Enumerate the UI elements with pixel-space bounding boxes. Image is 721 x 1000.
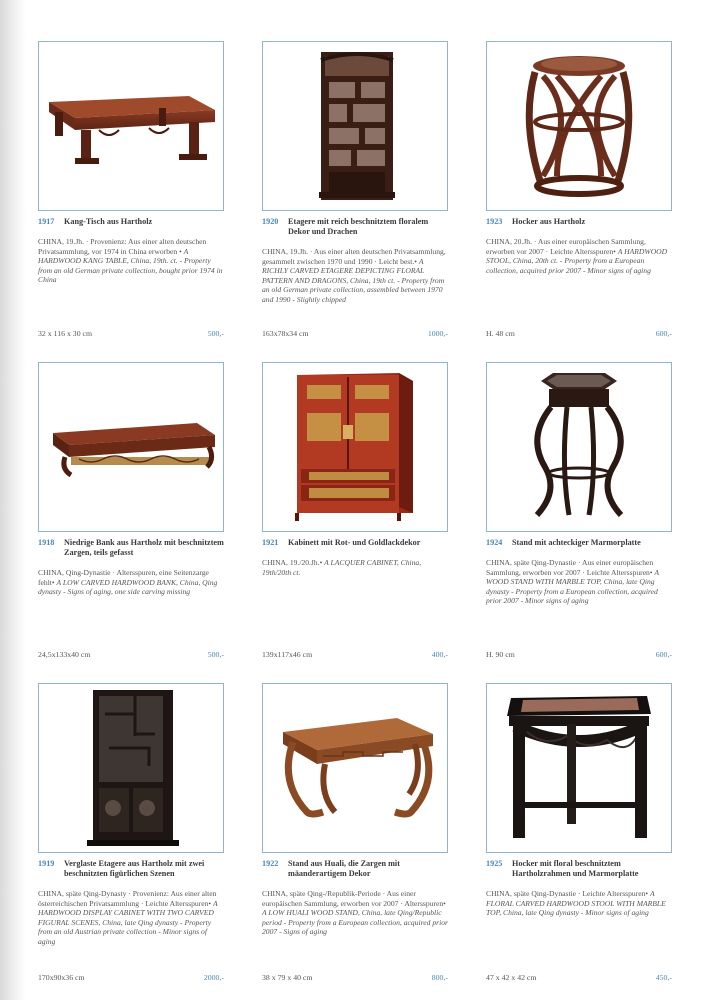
description-german: CHINA, späte Qing-Dynasty · Provenienz: Aus einer alten österreichischen Privatsammlung · Leichte Altersspuren• [38,889,217,908]
lot-price: 1000,- [427,329,448,338]
page-gutter-shadow [0,0,26,1000]
huali-stand-image [263,684,447,852]
lot-dimensions: 139x117x46 cm [262,650,313,659]
carved-etagere-image [263,42,447,210]
lot-dimensions: 163x78x34 cm [262,329,309,338]
lot-price: 600,- [655,650,672,659]
lot-dimensions: H. 48 cm [486,329,515,338]
lot-footer [38,329,224,338]
description-german: CHINA, Qing-Dynastie · Altersspuren, eine Seitenzarge fehlt• [38,568,209,587]
lot-card-1925 [486,683,672,982]
lot-card-1921 [262,362,448,659]
lot-image-frame [486,41,672,211]
lot-dimensions: 47 x 42 x 42 cm [486,973,537,982]
lot-price: 450,- [655,973,672,982]
lot-description [38,568,224,597]
lot-price: 600,- [655,329,672,338]
description-english: A HARDWOOD KANG TABLE, China, 19th. ct. - Property from an old German private collection, bought prior 1974 in China [38,246,223,285]
lot-title: Verglaste Etagere aus Hartholz mit zwei beschnitzten figürlichen Szenen [64,859,205,878]
description-german: CHINA, 20.Jh. · Aus einer europäischen Sammlung, erworben vor 2007 · Leichte Altersspuren• [486,237,646,256]
lot-title: Hocker mit floral beschnitztem Hartholzrahmen und Marmorplatte [512,859,639,878]
lot-card-1917 [38,41,224,338]
description-german: CHINA, 19./20.Jh.• [262,558,325,567]
lot-title: Hocker aus Hartholz [512,217,586,226]
lot-title: Stand aus Huali, die Zargen mit mäanderartigem Dekor [288,859,400,878]
lot-number: 1918 [38,538,55,547]
description-german: CHINA, späte Qing-Dynastie · Aus einer europäischen Sammlung, erworben vor 2007 · Leichte Altersspuren• [486,558,655,577]
lot-number: 1923 [486,217,503,226]
kang-table-image [39,42,223,210]
lot-description [262,889,448,937]
lot-number: 1919 [38,859,55,868]
marble-stool-image [487,684,671,852]
lot-dimensions: 32 x 116 x 30 cm [38,329,93,338]
marble-stand-image [487,363,671,531]
lot-image-frame [38,41,224,211]
lot-price: 500,- [207,650,224,659]
lot-image-frame [38,362,224,532]
description-english: A LACQUER CABINET, China, 19th/20th ct. [262,558,422,577]
lot-image-frame [262,362,448,532]
lot-description [486,889,672,918]
lot-description [38,237,224,285]
lot-image-frame [262,41,448,211]
low-bench-image [39,363,223,531]
lot-footer [486,973,672,982]
description-english: A RICHLY CARVED ETAGERE DEPICTING FLORAL PATTERN AND DRAGONS, China, 19th ct. - Property from an old German private collection, assembled between 1970 and 1990 - Slightly chipped [262,256,445,304]
lot-number: 1921 [262,538,279,547]
lot-image-frame [38,683,224,853]
lot-card-1924 [486,362,672,659]
lot-image-frame [486,683,672,853]
description-german: CHINA, 19.Jh. · Provenienz: Aus einer alten deutschen Privatsammlung, vor 1974 in China erworben • [38,237,207,256]
description-english: A LOW CARVED HARDWOOD BANK, China, Qing dynasty - Signs of aging, one side carving missing [38,577,218,597]
lot-price: 2000,- [203,973,224,982]
lot-footer [486,650,672,659]
lot-dimensions: 24,5x133x40 cm [38,650,91,659]
lot-number: 1920 [262,217,279,226]
description-english: A WOOD STAND WITH MARBLE TOP, China, late Qing dynasty - Property from a European collection, acquired prior 2007 - Minor signs of aging [486,567,659,606]
lot-title: Niedrige Bank aus Hartholz mit beschnitztem Zargen, teils gefasst [64,538,224,557]
lot-footer [486,329,672,338]
lot-number: 1922 [262,859,279,868]
description-german: CHINA, späte Qing-/Republik-Periode · Aus einer europäischen Sammlung, erworben vor 2007 · Altersspuren• [262,889,446,908]
lot-price: 800,- [431,973,448,982]
lot-footer [262,973,448,982]
lot-description [262,558,448,577]
lot-card-1918 [38,362,224,659]
description-english: A HARDWOOD DISPLAY CABINET WITH TWO CARVED FIGURAL SCENES, China, late Qing dynasty - Property from an old Austrian private collection - Minor signs of aging [38,898,218,946]
lot-number: 1925 [486,859,503,868]
lot-description [38,889,224,947]
lot-description [262,247,448,305]
lot-dimensions: H. 90 cm [486,650,515,659]
lot-footer [262,650,448,659]
lot-title: Stand mit achteckiger Marmorplatte [512,538,641,547]
lot-footer [38,650,224,659]
lot-footer [262,329,448,338]
lot-dimensions: 170x90x36 cm [38,973,85,982]
lot-card-1919 [38,683,224,982]
description-english: A HARDWOOD STOOL, China, 20th ct. - Property from a European collection, acquired prior 2007 - Minor signs of aging [486,246,668,275]
lot-price: 500,- [207,329,224,338]
lot-image-frame [262,683,448,853]
lot-card-1920 [262,41,448,338]
lot-dimensions: 38 x 79 x 40 cm [262,973,313,982]
lot-card-1923 [486,41,672,338]
description-german: CHINA, späte Qing-Dynastie · Leichte Altersspuren• [486,889,650,898]
description-english: A LOW HUALI WOOD STAND, China, late Qing/Republic period - Property from a European collection, acquired prior 2007 - Signs of aging [262,908,448,937]
lot-title: Etagere mit reich beschnitztem floralem Dekor und Drachen [288,217,429,236]
lot-number: 1917 [38,217,55,226]
lot-title: Kabinett mit Rot- und Goldlackdekor [288,538,421,547]
lot-card-1922 [262,683,448,982]
lot-description [486,558,672,606]
lot-price: 400,- [431,650,448,659]
lacquer-cabinet-image [263,363,447,531]
lot-description [486,237,672,275]
display-cabinet-image [39,684,223,852]
lot-image-frame [486,362,672,532]
drum-stool-image [487,42,671,210]
lot-number: 1924 [486,538,503,547]
lot-footer [38,973,224,982]
description-english: A FLORAL CARVED HARDWOOD STOOL WITH MARBLE TOP, China, late Qing dynasty - Minor signs of aging [486,889,666,918]
lot-title: Kang-Tisch aus Hartholz [64,217,153,226]
description-german: CHINA, 19.Jh. · Aus einer alten deutschen Privatsammlung, gesammelt zwischen 1970 und 1990 · Leicht best.• [262,247,446,266]
